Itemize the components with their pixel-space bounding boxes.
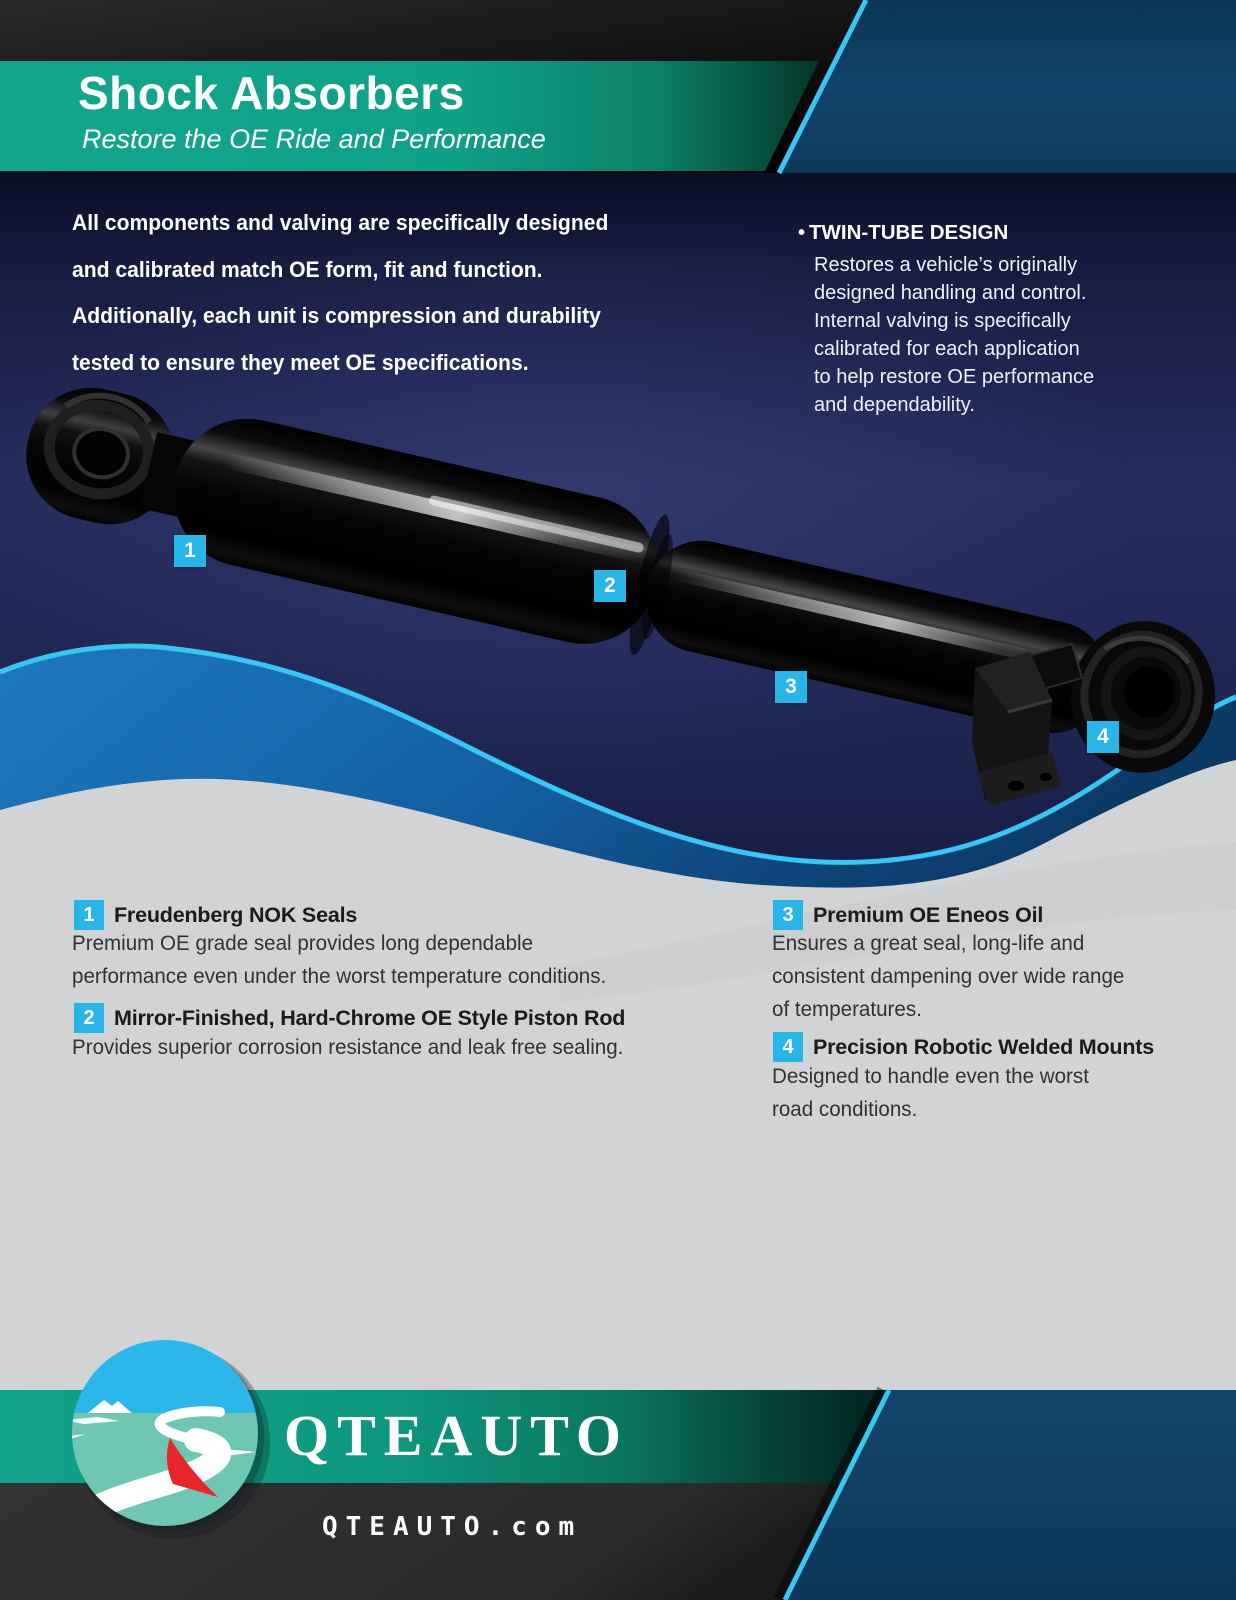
feature-2-title: Mirror-Finished, Hard-Chrome OE Style Piston Rod xyxy=(114,1005,626,1030)
feature-4-title: Precision Robotic Welded Mounts xyxy=(813,1034,1155,1059)
bullet-icon: • xyxy=(798,222,806,244)
callout-badge-2: 2 xyxy=(594,570,626,602)
feature-4-line: Designed to handle even the worst xyxy=(772,1065,1089,1088)
feature-1-number-badge: 1 xyxy=(74,900,104,930)
feature-2-heading xyxy=(74,1003,625,1033)
feature-2-description xyxy=(72,1031,635,1064)
intro-line: All components and valving are specifically designed xyxy=(72,210,609,235)
feature-3-title: Premium OE Eneos Oil xyxy=(813,902,1044,927)
feature-4-line: road conditions. xyxy=(772,1098,918,1121)
twin-tube-section xyxy=(798,221,1094,419)
feature-4-number-badge: 4 xyxy=(773,1032,803,1062)
twin-tube-heading: TWIN-TUBE DESIGN xyxy=(809,221,1009,244)
feature-4-description xyxy=(772,1060,1095,1126)
callout-badge-4: 4 xyxy=(1087,721,1119,753)
feature-1-title: Freudenberg NOK Seals xyxy=(114,902,358,927)
page-title: Shock Absorbers xyxy=(78,67,465,119)
feature-1-heading xyxy=(74,900,357,930)
twin-tube-line: Restores a vehicle’s originally xyxy=(814,254,1078,276)
twin-tube-body xyxy=(814,251,1094,419)
feature-1-description xyxy=(72,927,617,993)
feature-3-heading xyxy=(773,900,1043,930)
feature-1-line: performance even under the worst temperature conditions. xyxy=(72,965,607,988)
intro-paragraph xyxy=(72,200,631,386)
twin-tube-line: calibrated for each application xyxy=(814,338,1080,360)
intro-line: tested to ensure they meet OE specifications. xyxy=(72,349,529,375)
twin-tube-line: designed handling and control. xyxy=(814,282,1087,304)
callout-badge-1: 1 xyxy=(174,535,206,567)
feature-3-description xyxy=(772,927,1132,1026)
twin-tube-line: Internal valving is specifically xyxy=(814,310,1071,332)
feature-3-line: consistent dampening over wide range xyxy=(772,965,1125,988)
website-url: QTEAUTO.com xyxy=(322,1512,583,1542)
feature-3-line: of temperatures. xyxy=(772,998,922,1021)
feature-2-line: Provides superior corrosion resistance and leak free sealing. xyxy=(72,1036,624,1059)
feature-3-line: Ensures a great seal, long-life and xyxy=(772,932,1085,955)
brand-name: QTEAUTO xyxy=(284,1403,630,1468)
twin-tube-line: and dependability. xyxy=(814,394,975,416)
feature-2-number-badge: 2 xyxy=(74,1003,104,1033)
callout-badge-3: 3 xyxy=(775,671,807,703)
intro-line: Additionally, each unit is compression and durability xyxy=(72,303,601,328)
intro-line: and calibrated match OE form, fit and function. xyxy=(72,256,543,282)
feature-4-heading xyxy=(773,1032,1154,1062)
twin-tube-line: to help restore OE performance xyxy=(814,366,1095,388)
feature-3-number-badge: 3 xyxy=(773,900,803,930)
feature-1-line: Premium OE grade seal provides long dependable xyxy=(72,932,534,955)
page-subtitle: Restore the OE Ride and Performance xyxy=(82,124,546,154)
